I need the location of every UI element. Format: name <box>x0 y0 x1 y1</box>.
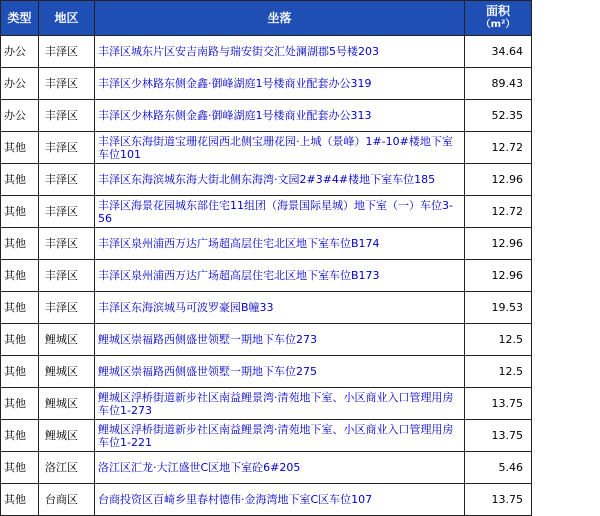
cell-region: 鲤城区 <box>39 324 95 356</box>
cell-area: 13.75 <box>465 484 532 516</box>
cell-type: 其他 <box>1 452 39 484</box>
cell-region: 丰泽区 <box>39 36 95 68</box>
table-row <box>1 324 532 356</box>
cell-area: 19.53 <box>465 292 532 324</box>
cell-area: 12.96 <box>465 164 532 196</box>
cell-region: 鲤城区 <box>39 356 95 388</box>
cell-region: 丰泽区 <box>39 100 95 132</box>
cell-area: 12.72 <box>465 132 532 164</box>
table-row <box>1 484 532 516</box>
cell-address: 洛江区汇龙·大江盛世C区地下室砼6#205 <box>95 452 465 484</box>
cell-region: 台商区 <box>39 484 95 516</box>
cell-address: 丰泽区东海街道宝珊花园西北侧宝珊花园·上城（景峰）1#-10#楼地下室车位101 <box>95 132 465 164</box>
cell-type: 其他 <box>1 324 39 356</box>
cell-address: 鲤城区崇福路西侧盛世领墅一期地下车位273 <box>95 324 465 356</box>
cell-address: 台商投资区百崎乡里春村德伟·金海湾地下室C区车位107 <box>95 484 465 516</box>
cell-area: 12.5 <box>465 356 532 388</box>
cell-address: 鲤城区浮桥街道新步社区南益鲤景湾·清苑地下室、小区商业入口管理用房车位1-273 <box>95 388 465 420</box>
cell-region: 丰泽区 <box>39 260 95 292</box>
cell-address: 丰泽区东海滨城东海大街北侧东海湾·文园2#3#4#楼地下室车位185 <box>95 164 465 196</box>
table-row <box>1 452 532 484</box>
cell-address: 丰泽区泉州浦西万达广场超高层住宅北区地下室车位B173 <box>95 260 465 292</box>
cell-area: 12.72 <box>465 196 532 228</box>
cell-region: 鲤城区 <box>39 420 95 452</box>
cell-type: 办公 <box>1 36 39 68</box>
table-row <box>1 228 532 260</box>
cell-region: 丰泽区 <box>39 196 95 228</box>
cell-area: 13.75 <box>465 420 532 452</box>
table-row <box>1 388 532 420</box>
cell-type: 其他 <box>1 228 39 260</box>
cell-area: 12.96 <box>465 260 532 292</box>
cell-type: 其他 <box>1 388 39 420</box>
cell-type: 其他 <box>1 196 39 228</box>
header-area <box>465 1 532 36</box>
cell-area: 12.96 <box>465 228 532 260</box>
cell-type: 其他 <box>1 356 39 388</box>
cell-address: 丰泽区东海滨城马可波罗豪园B幢33 <box>95 292 465 324</box>
cell-type: 其他 <box>1 260 39 292</box>
header-type: 类型 <box>1 1 39 36</box>
cell-type: 办公 <box>1 68 39 100</box>
cell-region: 丰泽区 <box>39 228 95 260</box>
header-region: 地区 <box>39 1 95 36</box>
cell-area: 5.46 <box>465 452 532 484</box>
header-area-label: 面积 <box>485 4 510 18</box>
table-row <box>1 260 532 292</box>
cell-address: 丰泽区少林路东侧金鑫·御峰湖庭1号楼商业配套办公319 <box>95 68 465 100</box>
cell-address: 鲤城区浮桥街道新步社区南益鲤景湾·清苑地下室、小区商业入口管理用房车位1-221 <box>95 420 465 452</box>
cell-area: 12.5 <box>465 324 532 356</box>
cell-address: 丰泽区少林路东侧金鑫·御峰湖庭1号楼商业配套办公313 <box>95 100 465 132</box>
cell-region: 鲤城区 <box>39 388 95 420</box>
cell-type: 办公 <box>1 100 39 132</box>
table-row <box>1 132 532 164</box>
cell-area: 13.75 <box>465 388 532 420</box>
cell-type: 其他 <box>1 484 39 516</box>
cell-region: 丰泽区 <box>39 132 95 164</box>
header-area-unit: （m²） <box>480 19 516 30</box>
table-row <box>1 356 532 388</box>
cell-address: 丰泽区城东片区安吉南路与瑞安街交汇处澜湖郡5号楼203 <box>95 36 465 68</box>
cell-region: 丰泽区 <box>39 164 95 196</box>
cell-address: 丰泽区泉州浦西万达广场超高层住宅北区地下室车位B174 <box>95 228 465 260</box>
cell-address: 鲤城区崇福路西侧盛世领墅一期地下车位275 <box>95 356 465 388</box>
table-row <box>1 36 532 68</box>
cell-type: 其他 <box>1 132 39 164</box>
table-row <box>1 68 532 100</box>
table-row <box>1 164 532 196</box>
table-row <box>1 292 532 324</box>
table-row <box>1 100 532 132</box>
cell-region: 洛江区 <box>39 452 95 484</box>
table-body <box>1 36 532 516</box>
table-row <box>1 420 532 452</box>
cell-address: 丰泽区海景花园城东部住宅11组团（海景国际星城）地下室（一）车位3-56 <box>95 196 465 228</box>
cell-type: 其他 <box>1 292 39 324</box>
table-row <box>1 196 532 228</box>
header-address: 坐落 <box>95 1 465 36</box>
cell-region: 丰泽区 <box>39 68 95 100</box>
cell-area: 34.64 <box>465 36 532 68</box>
cell-type: 其他 <box>1 420 39 452</box>
cell-type: 其他 <box>1 164 39 196</box>
cell-area: 52.35 <box>465 100 532 132</box>
cell-area: 89.43 <box>465 68 532 100</box>
header-row <box>1 1 532 36</box>
cell-region: 丰泽区 <box>39 292 95 324</box>
